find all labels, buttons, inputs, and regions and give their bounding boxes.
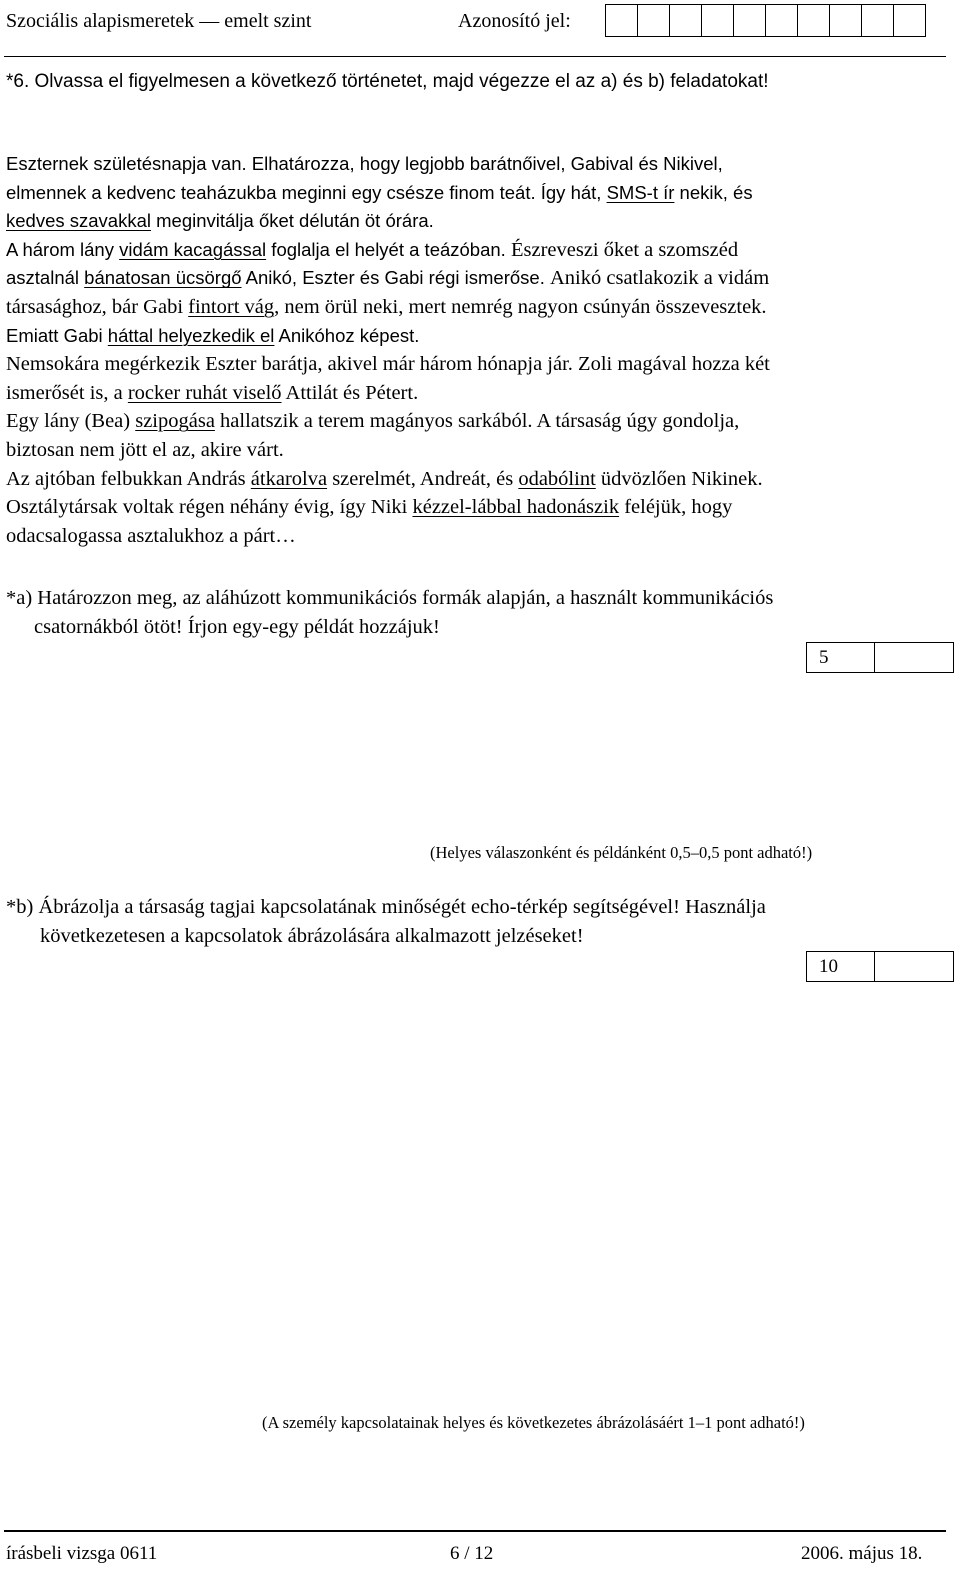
- story-text-segment: üdvözlően Nikinek.: [595, 467, 763, 490]
- story-line: [6, 236, 946, 265]
- story-text-segment: társasághoz, bár Gabi: [6, 295, 189, 318]
- underlined-phrase: vidám kacagással: [119, 238, 267, 260]
- id-box-cell[interactable]: [701, 4, 734, 37]
- story-line: [6, 150, 946, 179]
- task-a-line-2: csatornákból ötöt! Írjon egy-egy példát hozzájuk!: [34, 616, 440, 638]
- underlined-phrase: SMS-t ír: [606, 181, 675, 203]
- story-text-segment: A három lány: [6, 238, 120, 260]
- task-a: [6, 584, 773, 642]
- story-text-segment: Anikó, Eszter és Gabi régi ismerőse.: [241, 267, 550, 289]
- task-b-line-1: *b) Ábrázolja a társaság tagjai kapcsolatának minőségét echo-térkép segítségével! Használja: [6, 896, 766, 918]
- story-line: [6, 379, 946, 408]
- story-line: [6, 293, 946, 322]
- story-text-segment: Eszternek születésnapja van. Elhatározza, hogy legjobb barátnőivel, Gabival és Nikivel,: [6, 153, 723, 174]
- id-boxes[interactable]: [606, 4, 926, 37]
- note-a: (Helyes válaszonként és példánként 0,5–0,5 pont adható!): [430, 843, 813, 862]
- score-box-a: [806, 642, 954, 673]
- story-line: [6, 465, 946, 494]
- id-box-cell[interactable]: [733, 4, 766, 37]
- task-b: [6, 893, 766, 951]
- story-line: [6, 522, 946, 551]
- underlined-phrase: átkarolva: [250, 467, 328, 490]
- id-box-cell[interactable]: [797, 4, 830, 37]
- story-text: [6, 150, 946, 550]
- story-text-segment: hallatszik a terem magányos sarkából. A társaság úgy gondolja,: [214, 410, 740, 433]
- story-text-segment: Anikóhoz képest.: [274, 324, 420, 346]
- story-text-segment: szerelmét, Andreát, és: [327, 467, 519, 490]
- underlined-phrase: szipogása: [135, 410, 215, 433]
- underlined-phrase: rocker ruhát viselő: [127, 381, 282, 404]
- footer-exam-code: írásbeli vizsga 0611: [6, 1543, 158, 1564]
- story-text-segment: Anikó csatlakozik a vidám: [550, 267, 770, 290]
- task-b-line-2: következetesen a kapcsolatok ábrázolására alkalmazott jelzéseket!: [40, 925, 584, 947]
- story-text-segment: biztosan nem jött el az, akire várt.: [6, 438, 284, 461]
- story-text-segment: meginvitálja őket délután öt órára.: [150, 210, 434, 232]
- score-b-points: 10: [807, 952, 875, 981]
- story-text-segment: nekik, és: [674, 181, 753, 203]
- underlined-phrase: fintort vág: [188, 295, 275, 318]
- story-text-segment: Nemsokára megérkezik Eszter barátja, akivel már három hónapja jár.: [6, 353, 579, 376]
- footer-rule: [4, 1530, 946, 1532]
- story-line: [6, 407, 946, 436]
- id-box-cell[interactable]: [637, 4, 670, 37]
- story-text-segment: Észreveszi őket a szomszéd: [510, 238, 739, 261]
- score-a-points: 5: [807, 643, 875, 672]
- story-line: [6, 322, 946, 351]
- story-text-segment: Zoli magával hozza két: [578, 353, 770, 376]
- header-title: Szociális alapismeretek — emelt szint: [6, 10, 312, 32]
- story-text-segment: Egy lány (Bea): [6, 410, 136, 433]
- story-line: [6, 207, 946, 236]
- underlined-phrase: kedves szavakkal: [6, 210, 151, 232]
- story-text-segment: Emiatt Gabi: [6, 324, 108, 346]
- footer-page-number: 6 / 12: [450, 1543, 494, 1564]
- note-b: (A személy kapcsolatainak helyes és következetes ábrázolásáért 1–1 pont adható!): [262, 1413, 805, 1432]
- footer-date: 2006. május 18.: [801, 1543, 923, 1564]
- header-id-label: Azonosító jel:: [458, 10, 571, 32]
- underlined-phrase: kézzel-lábbal hadonászik: [412, 496, 620, 519]
- id-box-cell[interactable]: [861, 4, 894, 37]
- story-text-segment: Osztálytársak voltak régen néhány évig, így Niki: [6, 496, 413, 519]
- story-text-segment: odacsalogassa asztalukhoz a párt…: [6, 524, 296, 547]
- underlined-phrase: háttal helyezkedik el: [107, 324, 275, 346]
- id-box-cell[interactable]: [829, 4, 862, 37]
- task-intro: *6. Olvassa el figyelmesen a következő történetet, majd végezze el az a) és b) feladatokat!: [6, 71, 769, 92]
- story-line: [6, 493, 946, 522]
- story-text-segment: elmennek a kedvenc teaházukba meginni egy csésze finom teát. Így hát,: [6, 181, 607, 203]
- underlined-phrase: odabólint: [518, 467, 596, 490]
- story-text-segment: , nem örül neki, mert nemrég nagyon csúnyán összevesztek.: [274, 295, 767, 318]
- story-text-segment: foglalja el helyét a teázóban.: [266, 238, 511, 260]
- score-box-b: [806, 951, 954, 982]
- story-text-segment: ismerősét is, a: [6, 381, 128, 404]
- story-text-segment: Attilát és Pétert.: [281, 381, 419, 404]
- story-line: [6, 350, 946, 379]
- id-box-cell[interactable]: [605, 4, 638, 37]
- story-line: [6, 179, 946, 208]
- id-box-cell[interactable]: [893, 4, 926, 37]
- header-rule: [4, 56, 946, 57]
- story-line: [6, 436, 946, 465]
- story-text-segment: asztalnál: [6, 267, 85, 289]
- id-box-cell[interactable]: [765, 4, 798, 37]
- underlined-phrase: bánatosan ücsörgő: [84, 267, 242, 289]
- task-a-line-1: *a) Határozzon meg, az aláhúzott kommunikációs formák alapján, a használt kommunikációs: [6, 587, 774, 609]
- story-text-segment: Az ajtóban felbukkan András: [6, 467, 251, 490]
- story-line: [6, 264, 946, 293]
- story-text-segment: feléjük, hogy: [619, 496, 733, 519]
- id-box-cell[interactable]: [669, 4, 702, 37]
